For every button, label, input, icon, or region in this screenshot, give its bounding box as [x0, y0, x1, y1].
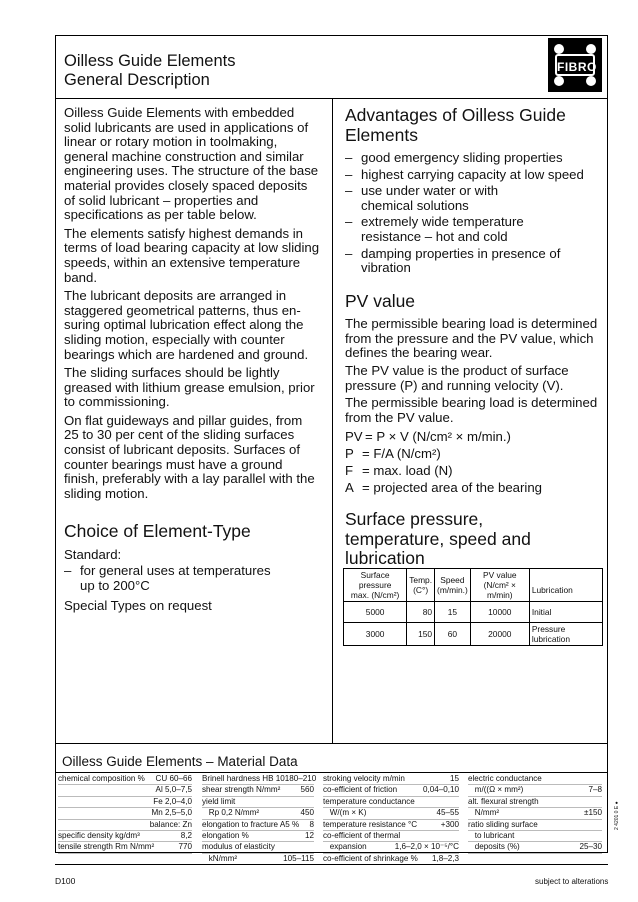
page-number: D100	[55, 876, 76, 886]
material-row	[58, 808, 192, 819]
material-col-2	[202, 774, 317, 865]
material-property: co-efficient of shrinkage %	[323, 853, 418, 863]
material-property: electric conductance	[468, 774, 542, 783]
material-col-4	[468, 774, 602, 865]
formula-symbol: A	[345, 480, 354, 496]
advantage-item: – highest carrying capacity at low speed	[345, 168, 603, 183]
intro-paragraph-4: The sliding surfaces should be lightly greased with lithium grease emulsion, prior to commissioning.	[64, 365, 315, 410]
intro-paragraph-3: The lubricant deposits are arranged in staggered geometrical patterns, thus en-suring optimal lubrication effect along the sliding motion, especially with counter bearings which are hardened and ground.	[64, 288, 309, 362]
material-value: 1,8–2,3	[431, 853, 459, 863]
material-row	[468, 808, 602, 819]
material-property: Brinell hardness HB 10	[202, 774, 285, 783]
left-column	[64, 106, 320, 505]
standard-item: – for general uses at temperatures up to 200°C	[64, 564, 280, 593]
material-row	[58, 774, 192, 785]
pv-formulas	[345, 428, 603, 496]
standard-label: Standard:	[64, 546, 122, 562]
right-column	[345, 106, 603, 569]
material-row	[323, 831, 459, 842]
material-value: 12	[304, 831, 314, 841]
logo-text: FIBRO	[555, 54, 595, 76]
header-line: (N/cm² × m/min)	[483, 580, 516, 600]
material-row	[58, 785, 192, 796]
table-cell: Initial	[529, 602, 602, 623]
formula-pv: PV = P × V (N/cm² × m/min.)	[345, 429, 511, 445]
material-value: 8,2	[180, 831, 192, 841]
material-value: Fe 2,0–4,0	[153, 796, 192, 806]
formula-f	[345, 462, 603, 479]
material-property: elongation %	[202, 831, 249, 841]
material-row	[202, 774, 317, 785]
intro-paragraph-5: On flat guideways and pillar guides, from 25 to 30 per cent of the sliding surfaces consist of lubricant deposits. Surfaces of counter bearings must have a ground finish, preferably with a lay parallel with the sliding motion.	[64, 412, 315, 501]
footer-note: subject to alterations	[535, 877, 609, 886]
header-line: Temp.	[409, 575, 433, 585]
material-row	[58, 831, 192, 842]
title-line-2: General Description	[64, 71, 210, 89]
table-header-cell	[344, 569, 407, 602]
table-cell: 3000	[344, 623, 407, 646]
table-row	[344, 623, 603, 646]
material-value: 0,04–0,10	[422, 785, 459, 795]
table-cell: 15	[435, 602, 471, 623]
logo-dot-tl	[554, 44, 564, 54]
material-value: 450	[300, 808, 314, 818]
header-line: (C°)	[413, 585, 429, 595]
table-cell: 150	[407, 623, 435, 646]
intro-paragraph-2: The elements satisfy highest demands in terms of load bearing capacity at low sliding speeds, within an extensive temperature band.	[64, 225, 320, 285]
material-value: CU 60–66	[155, 774, 192, 783]
formula-definition: = F/A (N/cm²)	[362, 446, 441, 462]
choice-heading: Choice of Element-Type	[64, 521, 251, 541]
table-cell: 60	[435, 623, 471, 646]
material-value: Mn 2,5–5,0	[151, 808, 192, 818]
table-header-cell	[470, 569, 529, 602]
material-row	[323, 808, 459, 819]
material-row	[202, 785, 314, 796]
material-property: W/(m × K)	[323, 808, 367, 818]
formula-definition: = projected area of the bearing	[362, 480, 542, 496]
material-row	[202, 820, 314, 831]
material-title: Oilless Guide Elements – Material Data	[62, 754, 298, 769]
material-value: Al 5,0–7,5	[155, 785, 192, 795]
material-value: 105–115	[283, 853, 314, 863]
choice-section	[64, 522, 320, 614]
material-property: temperature conductance	[323, 796, 415, 806]
header-line: (m/min.)	[437, 585, 468, 595]
table-row	[344, 602, 603, 623]
advantages-list	[345, 151, 603, 276]
material-property: deposits (%)	[468, 842, 520, 852]
advantage-item: – use under water or with chemical solutions	[345, 184, 541, 213]
material-property: tensile strength Rm N/mm²	[58, 842, 155, 852]
material-value: 770	[178, 842, 192, 852]
header-line: Lubrication	[531, 585, 573, 595]
pv-paragraph-3: The permissible bearing load is determined from the PV value.	[345, 395, 598, 425]
material-property: kN/mm²	[202, 853, 238, 863]
material-property: m/((Ω × mm²)	[468, 785, 524, 795]
material-property: Rp 0,2 N/mm²	[202, 808, 260, 818]
formula-a	[345, 479, 603, 496]
header-line: max. (N/cm²)	[350, 590, 400, 600]
material-value: 180–210	[284, 774, 317, 783]
fibro-logo	[548, 38, 602, 92]
table-cell: 5000	[344, 602, 407, 623]
material-value: 15	[449, 774, 459, 783]
table-cell: 10000	[470, 602, 529, 623]
material-row	[323, 820, 459, 831]
material-property: N/mm²	[468, 808, 500, 818]
material-row	[58, 842, 192, 853]
table-cell: 80	[407, 602, 435, 623]
material-property: yield limit	[202, 796, 236, 806]
material-row	[468, 797, 602, 808]
column-divider	[332, 98, 333, 743]
material-property: specific density kg/dm³	[58, 831, 140, 841]
table-header-cell	[435, 569, 471, 602]
material-row	[202, 831, 314, 842]
material-property: ratio sliding surface	[468, 819, 538, 829]
material-row	[58, 820, 192, 831]
logo-dot-tr	[586, 44, 596, 54]
material-row	[202, 797, 314, 808]
advantage-item: – damping properties in presence of vibration	[345, 247, 561, 276]
side-code: 2 4201 0 E ●	[614, 801, 620, 830]
page-title	[64, 52, 236, 90]
header-line: PV value	[483, 570, 517, 580]
formula-symbol: F	[345, 463, 354, 479]
header-line	[532, 575, 600, 585]
material-bottom-rule	[55, 864, 608, 865]
material-row	[468, 831, 602, 842]
material-row	[202, 808, 314, 819]
advantages-heading: Advantages of Oilless Guide Elements	[345, 105, 566, 145]
material-property: modulus of elasticity	[202, 842, 275, 852]
standard-list	[64, 564, 320, 593]
material-value: balance: Zn	[149, 819, 192, 829]
material-row	[58, 797, 192, 808]
material-value: +300	[440, 819, 459, 829]
table-header-cell	[529, 569, 602, 602]
formula-definition: = max. load (N)	[362, 463, 453, 479]
material-property: to lubricant	[468, 831, 515, 841]
intro-paragraph-1: Oilless Guide Elements with embedded solid lubricants are used in applications of linear or rotary motion in toolmaking, general machine construction and similar engineering uses. The structure of the base material provides closely spaced deposits of solid lubricant – properties and specifications as per table below.	[64, 105, 319, 223]
material-value: 8	[309, 819, 314, 829]
material-property: alt. flexural strength	[468, 796, 539, 806]
material-row	[468, 785, 602, 796]
material-property: shear strength N/mm²	[202, 785, 281, 795]
material-divider	[55, 743, 608, 744]
material-row	[323, 785, 459, 796]
material-property: elongation to fracture A5 %	[202, 819, 300, 829]
formula-symbol: P	[345, 446, 354, 462]
material-property: co-efficient of friction	[323, 785, 398, 795]
material-value: ±150	[584, 808, 602, 818]
material-value: 45–55	[436, 808, 459, 818]
material-row	[468, 774, 602, 785]
pv-heading: PV value	[345, 290, 416, 311]
header-line: Surface pressure	[358, 570, 392, 590]
material-property: temperature resistance °C	[323, 819, 418, 829]
special-types-label: Special Types on request	[64, 598, 212, 614]
formula-definition: = P × V (N/cm² × m/min.)	[365, 429, 511, 445]
material-property: stroking velocity m/min	[323, 774, 405, 783]
table-header-row	[344, 569, 603, 602]
material-property	[58, 854, 60, 864]
formula-p	[345, 445, 603, 462]
table-header-cell	[407, 569, 435, 602]
material-row	[323, 797, 459, 808]
material-row	[468, 820, 602, 831]
material-property: expansion	[323, 842, 367, 852]
material-property: co-efficient of thermal	[323, 831, 401, 841]
material-row	[323, 774, 459, 785]
material-value: 25–30	[579, 842, 602, 852]
material-value: 7–8	[588, 785, 602, 795]
material-property: chemical composition %	[58, 774, 145, 783]
surface-heading: Surface pressure, temperature, speed and lubrication	[345, 509, 531, 569]
advantage-item: – extremely wide temperature resistance – hot and cold	[345, 215, 541, 244]
material-property	[468, 854, 470, 864]
material-row	[323, 842, 459, 853]
pv-paragraph-1: The permissible bearing load is determined from the pressure and the PV value, which defines the bearing wear.	[345, 316, 598, 361]
table-cell: 20000	[470, 623, 529, 646]
title-line-1: Oilless Guide Elements	[64, 52, 236, 70]
pv-table	[343, 568, 603, 646]
material-col-1	[58, 774, 192, 865]
material-row	[468, 842, 602, 853]
table-cell: Pressure lubrication	[529, 623, 602, 646]
header-line: Speed	[440, 575, 465, 585]
material-col-3	[323, 774, 459, 865]
material-value: 560	[300, 785, 314, 795]
material-value: 1,6–2,0 × 10⁻⁵/°C	[394, 842, 459, 852]
material-title-rule	[55, 772, 608, 773]
pv-paragraph-2: The PV value is the product of surface pressure (P) and running velocity (V).	[345, 363, 569, 393]
material-row	[202, 842, 314, 853]
advantage-item: – good emergency sliding properties	[345, 151, 603, 166]
